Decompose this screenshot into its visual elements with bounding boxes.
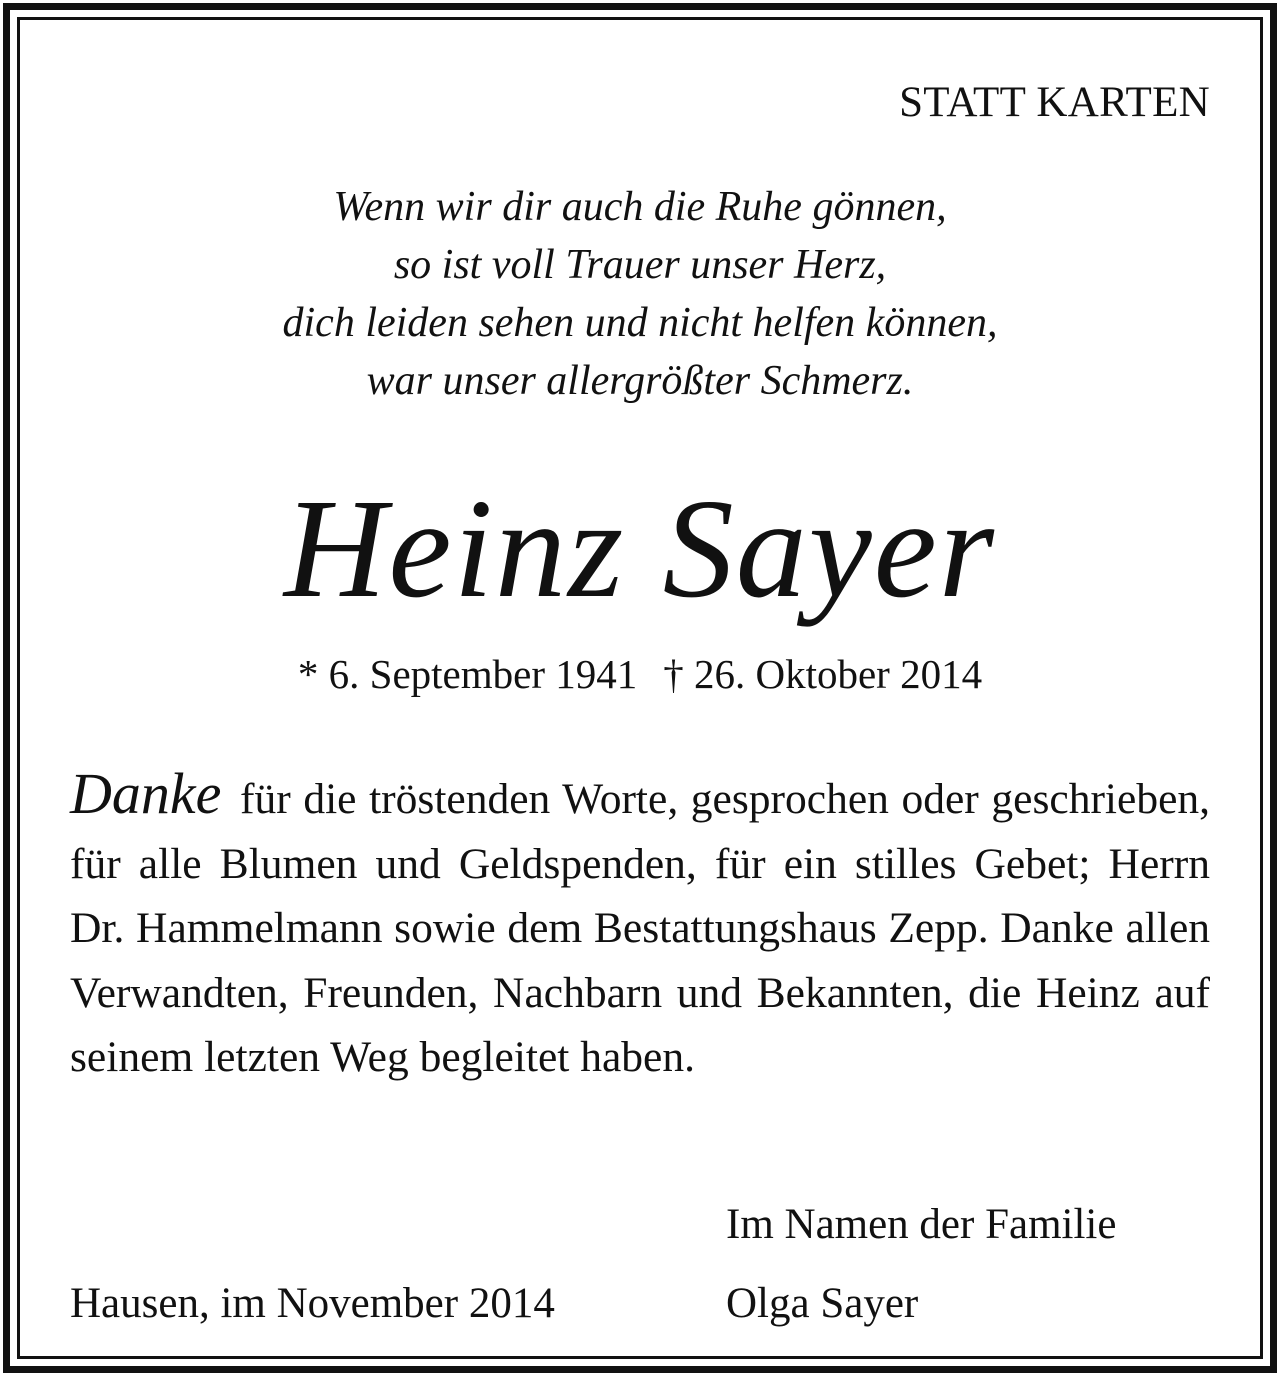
place-date: Hausen, im November 2014	[70, 1280, 555, 1327]
poem-line: Wenn wir dir auch die Ruhe gönnen,	[333, 184, 947, 230]
thanks-lead-word: Danke	[70, 761, 222, 826]
statt-karten-label: STATT KARTEN	[899, 79, 1210, 126]
poem-line: so ist voll Trauer unser Herz,	[393, 242, 887, 288]
life-dates	[0, 648, 1280, 700]
on-behalf-line: Im Namen der Familie	[726, 1201, 1117, 1248]
thanks-text: für die tröstenden Worte, gesprochen oder geschrieben, für alle Blumen und Geldspenden, für ein stilles Gebet; Herrn Dr. Hammelmann sowie dem Bestattungshaus Zepp. Danke allen Verwandten, Freunden, Nachbarn und Bekannten, die Heinz auf seinem letzten Weg begleitet haben.	[70, 775, 1211, 1081]
signer-name: Olga Sayer	[726, 1280, 919, 1327]
poem-line: war unser allergrößter Schmerz.	[366, 358, 914, 404]
thanks-paragraph	[70, 762, 1210, 1090]
death-date: † 26. Oktober 2014	[663, 651, 983, 697]
deceased-name: Heinz Sayer	[283, 469, 997, 627]
poem	[0, 178, 1280, 410]
birth-date: * 6. September 1941	[297, 651, 638, 697]
poem-line: dich leiden sehen und nicht helfen können,	[282, 300, 998, 346]
